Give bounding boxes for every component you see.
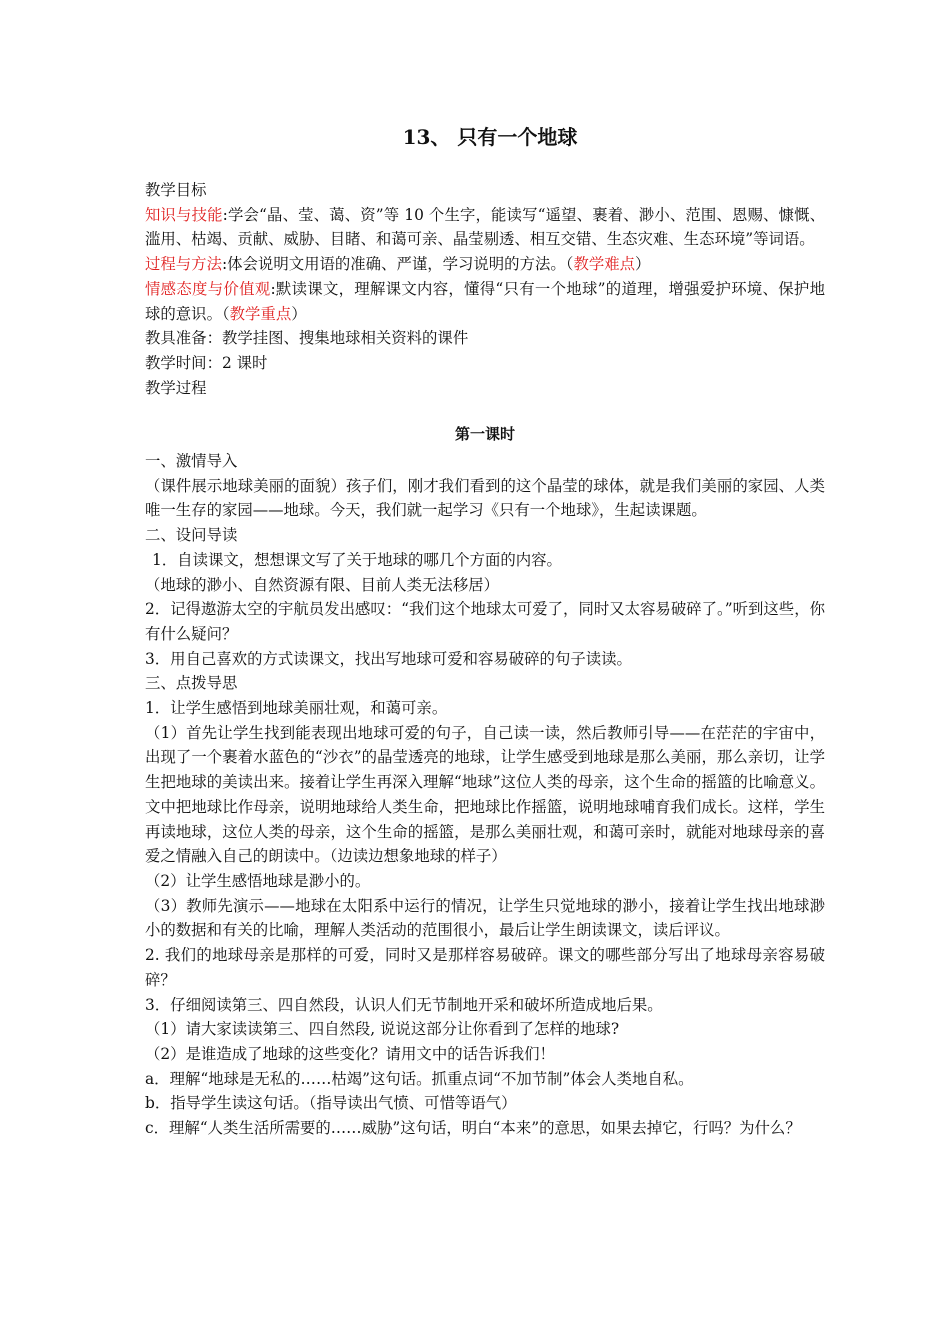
method-label: 过程与方法	[145, 255, 222, 274]
body-paragraph: c．理解“人类生活所需要的……威胁”这句话，明白“本来”的意思，如果去掉它，行吗？为什么？	[145, 1119, 801, 1138]
objective-emotion	[145, 277, 825, 326]
knowledge-label: 知识与技能	[145, 205, 223, 224]
emotion-label: 情感态度与价值观	[145, 279, 271, 298]
body-paragraph: 2．记得遨游太空的宇航员发出感叹：“我们这个地球太可爱了，同时又太容易破碎了。”听到这些，你有什么疑问？	[145, 600, 825, 643]
body-paragraph: （1）首先让学生找到能表现出地球可爱的句子，自己读一读，然后教师引导——在茫茫的宇宙中，出现了一个裹着水蓝色的“沙衣”的晶莹透亮的地球，让学生感受到地球是那么美丽，那么亲切，让学生把地球的美读出来。接着让学生再深入理解“地球”这位人类的母亲，这个生命的摇篮的比喻意义。文中把地球比作母亲，说明地球给人类生命，把地球比作摇篮，说明地球哺育我们成长。这样，学生再读地球，这位人类的母亲，这个生命的摇篮，是那么美丽壮观，和蔼可亲时，就能对地球母亲的喜爱之情融入自己的朗读中。（边读边想象地球的样子）	[145, 723, 825, 866]
page-title: 13、 只有一个地球	[402, 125, 578, 149]
body-paragraph: b．指导学生读这句话。（指导读出气愤、可惜等语气）	[145, 1094, 517, 1113]
method-close: ）	[635, 255, 651, 274]
knowledge-text: :学会“晶、莹、蔼、资”等 10 个生字，能读写“遥望、裹着、渺小、范围、恩赐、慷慨、滥用、枯竭、贡献、威胁、目睹、和蔼可亲、晶莹剔透、相互交错、生态灾难、生态环境”等词语。	[145, 205, 825, 249]
body-paragraph: 3．用自己喜欢的方式读课文，找出写地球可爱和容易破碎的句子读读。	[145, 649, 632, 668]
body-paragraph: 3．仔细阅读第三、四自然段，认识人们无节制地开采和破坏所造成地后果。	[145, 995, 663, 1014]
body-paragraph: （1）请大家读读第三、四自然段, 说说这部分让你看到了怎样的地球?	[145, 1020, 620, 1039]
body-paragraph: 1．让学生感悟到地球美丽壮观，和蔼可亲。	[145, 699, 448, 718]
emotion-text: :默读课文，理解课文内容，懂得“只有一个地球”的道理，增强爱护环境、保护地球的意识。（	[145, 279, 825, 323]
objective-method	[145, 252, 825, 277]
body-paragraph: （课件展示地球美丽的面貌）孩子们，刚才我们看到的这个晶莹的球体，就是我们美丽的家园、人类唯一生存的家园——地球。今天，我们就一起学习《只有一个地球》，生起读课题。	[145, 476, 825, 520]
objective-knowledge	[145, 203, 825, 252]
body-paragraph: 1．自读课文，想想课文写了关于地球的哪几个方面的内容。	[152, 550, 562, 569]
objectives-heading: 教学目标	[145, 181, 207, 199]
lesson-heading: 第一课时	[454, 425, 515, 444]
body-paragraph: a．理解“地球是无私的……枯竭”这句话。抓重点词“不加节制”体会人类地自私。	[145, 1069, 694, 1088]
method-tag: 教学难点	[573, 255, 636, 274]
body-paragraph: 三、点拨导思	[145, 674, 238, 693]
time-line: 教学时间：2 课时	[145, 353, 268, 372]
process-line: 教学过程	[145, 378, 207, 397]
method-text: :体会说明文用语的准确、严谨，学习说明的方法。（	[221, 255, 574, 274]
body-paragraph: 2. 我们的地球母亲是那样的可爱，同时又是那样容易破碎。课文的哪些部分写出了地球母亲容易破碎？	[145, 946, 825, 989]
body-paragraph: 一、激情导入	[145, 452, 238, 471]
body-paragraph: （地球的渺小、自然资源有限、目前人类无法移居）	[145, 575, 499, 594]
document-page	[145, 120, 825, 1141]
emotion-tag: 教学重点	[229, 304, 292, 323]
body-paragraph: （2）是谁造成了地球的这些变化？请用文中的话告诉我们！	[145, 1044, 555, 1063]
body-paragraph: 二、设问导读	[145, 526, 238, 545]
tools-line: 教具准备：教学挂图、搜集地球相关资料的课件	[145, 329, 469, 348]
body-paragraph: （3）教师先演示——地球在太阳系中运行的情况，让学生只觉地球的渺小，接着让学生找出地球渺小的数据和有关的比喻，理解人类活动的范围很小，最后让学生朗读课文，读后评议。	[145, 896, 825, 940]
body-paragraph: （2）让学生感悟地球是渺小的。	[145, 871, 371, 890]
emotion-close: ）	[291, 304, 307, 323]
